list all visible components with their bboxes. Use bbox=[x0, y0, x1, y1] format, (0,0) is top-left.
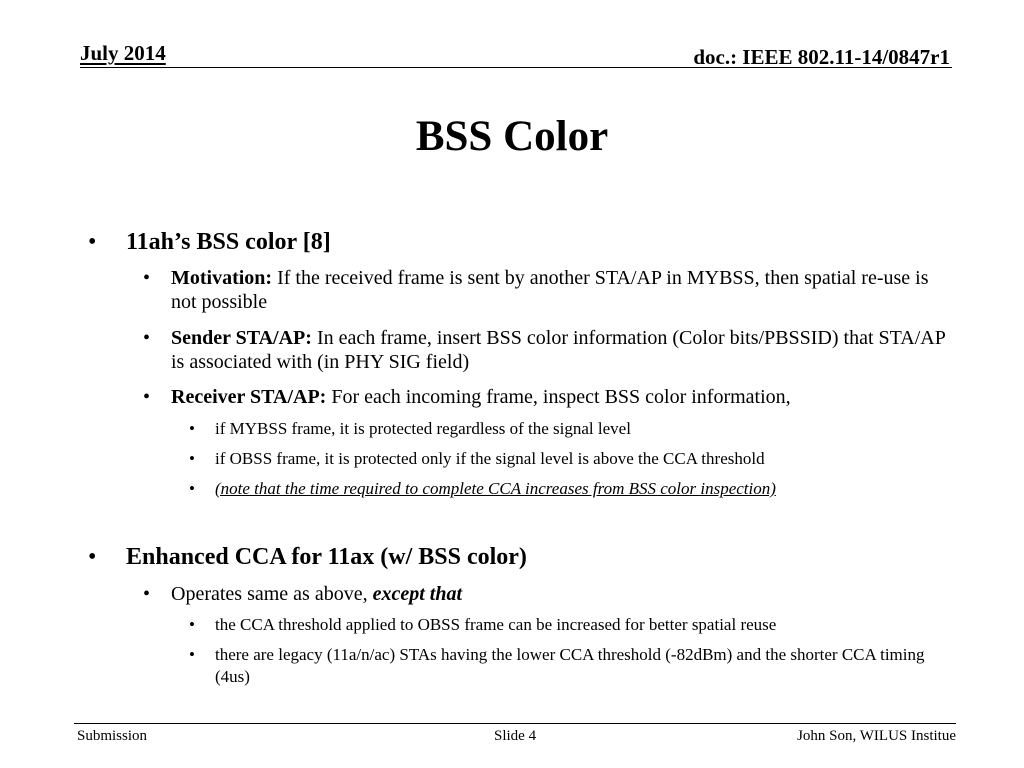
sub-bullet-text: if MYBSS frame, it is protected regardless of the signal level bbox=[215, 419, 631, 438]
bullet-dot: • bbox=[189, 615, 195, 634]
operates-emphasis: except that bbox=[372, 583, 463, 605]
bullet-dot: • bbox=[143, 327, 151, 349]
bullet-dot: • bbox=[189, 419, 195, 438]
motivation-label: Motivation: bbox=[171, 267, 273, 289]
header-divider bbox=[80, 67, 952, 68]
bullet-dot: • bbox=[88, 229, 97, 255]
sub-bullet-obss bbox=[189, 448, 955, 470]
sub-bullet-legacy-stas bbox=[189, 644, 955, 688]
operates-text: Operates same as above, bbox=[171, 583, 373, 605]
bullet-enhanced-cca bbox=[88, 544, 527, 570]
bullet-dot: • bbox=[189, 645, 195, 664]
sender-text: In each frame, insert BSS color information (Color bits/PBSSID) that STA/AP is associated with (in PHY SIG field) bbox=[171, 327, 946, 373]
bullet-sender bbox=[143, 326, 951, 374]
bullet-dot: • bbox=[143, 583, 151, 605]
header-doc-id: doc.: IEEE 802.11-14/0847r1 bbox=[693, 45, 950, 69]
bullet-motivation bbox=[143, 266, 951, 314]
bullet-11ah-bss-color bbox=[88, 229, 331, 255]
bullet-text: 11ah’s BSS color [8] bbox=[126, 229, 331, 255]
receiver-label: Receiver STA/AP: bbox=[171, 386, 327, 408]
bullet-receiver bbox=[143, 385, 951, 409]
sender-label: Sender STA/AP: bbox=[171, 327, 312, 349]
sub-bullet-note bbox=[189, 478, 955, 500]
motivation-text: If the received frame is sent by another STA/AP in MYBSS, then spatial re-use is not possible bbox=[171, 267, 929, 313]
receiver-text: For each incoming frame, inspect BSS color information, bbox=[326, 386, 791, 408]
bullet-dot: • bbox=[189, 449, 195, 468]
sub-bullet-text: there are legacy (11a/n/ac) STAs having the lower CCA threshold (-82dBm) and the shorter CCA timing (4us) bbox=[215, 645, 925, 686]
header-date: July 2014 bbox=[80, 41, 166, 65]
bullet-text: Enhanced CCA for 11ax (w/ BSS color) bbox=[126, 544, 527, 570]
footer-slide-number: Slide 4 bbox=[494, 728, 537, 744]
bullet-dot: • bbox=[143, 386, 151, 408]
bullet-dot: • bbox=[189, 479, 195, 498]
note-text: (note that the time required to complete CCA increases from BSS color inspection) bbox=[215, 479, 776, 498]
bullet-operates bbox=[143, 582, 951, 606]
sub-bullet-text: if OBSS frame, it is protected only if the signal level is above the CCA threshold bbox=[215, 449, 765, 468]
bullet-dot: • bbox=[88, 544, 97, 570]
sub-bullet-cca-threshold bbox=[189, 614, 955, 636]
sub-bullet-text: the CCA threshold applied to OBSS frame can be increased for better spatial reuse bbox=[215, 615, 777, 634]
sub-bullet-mybss bbox=[189, 418, 955, 440]
footer-author: John Son, WILUS Institue bbox=[797, 728, 956, 744]
bullet-dot: • bbox=[143, 267, 151, 289]
slide-title: BSS Color bbox=[415, 113, 609, 160]
footer-divider bbox=[74, 723, 956, 724]
footer-submission: Submission bbox=[77, 728, 148, 744]
